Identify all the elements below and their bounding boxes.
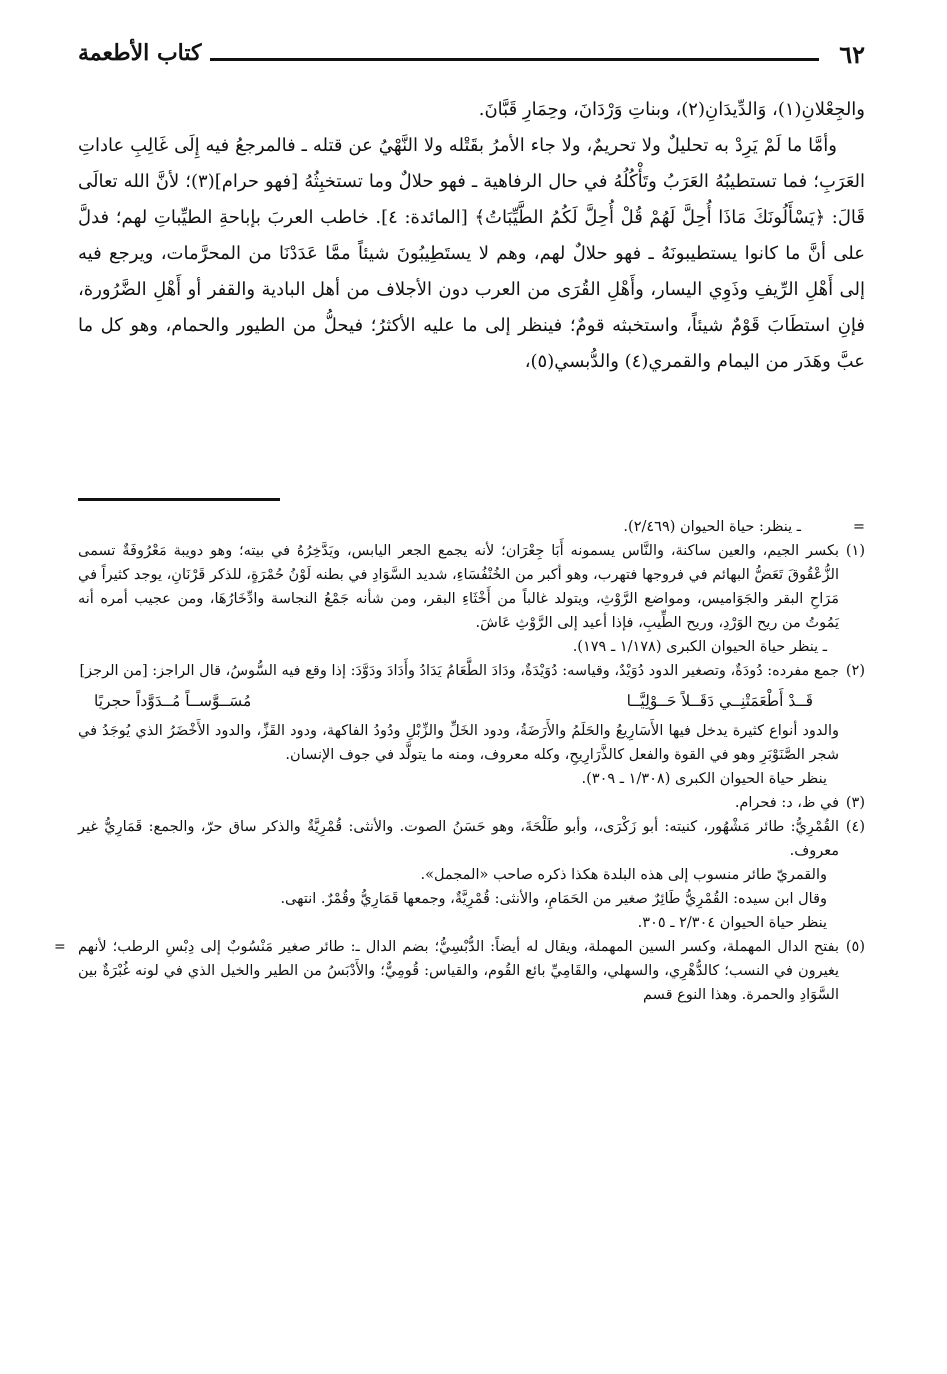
text-line: والجِعْلانِ(١)، وَالدِّيدَانِ(٢)، وبناتِ وَرْدَانَ، وحِمَارِ قَبَّانَ. xyxy=(478,99,865,120)
poem-verse xyxy=(78,689,865,713)
footnote-2 xyxy=(78,659,865,683)
footnote-text: بفتح الدال المهملة، وكسر السين المهملة، ويقال له أيضاً: الدُّبْسِيُّ؛ بضم الدال ـ: طائر صغير مَنْسُوبٌ إلى دِبْسِ الرطب؛ لأنهم يغيرون في النسب؛ كالدُّهْرِي، والسهلي، والقَامِيِّ بائع القُوم، والقياس: قُومِيٌّ؛ والأَدْبَسُ من الطير والخيل الذي في لونه غُبْرَةٌ بين السَّوَادِ والحمرة. وهذا النوع قسم xyxy=(78,939,839,1003)
footnote-number: (٢) xyxy=(845,663,865,679)
footnote-number: (٤) xyxy=(845,819,865,835)
header-rule xyxy=(210,58,819,61)
continuation-mark: = xyxy=(852,519,865,535)
footnote-text: والدود أنواع كثيرة يدخل فيها الأَسَارِيعُ والحَلَمُ والأَرَضَةُ، ودود الخَلِّ والزِّبْلِ ودُودُ الفاكهة، ودود القَزِّ، والدود الأَخْضَرُ الذي يُوجَدُ في شجر الصَّنَوْبَرِ وهو في القوة والفعل كالذَّرَارِيحِ، وكله معروف، ومنه ما يتولَّد في جوف الإنسان. xyxy=(78,723,839,763)
footnote-text: والقمريّ طائر منسوب إلى هذه البلدة هكذا ذكره صاحب «المجمل». xyxy=(420,867,827,883)
footnote-separator xyxy=(78,498,280,501)
footnote-text: وقال ابن سيده: القُمْرِيُّ طَائِرٌ صغير من الحَمَامِ، والأنثى: قُمْرِيَّةٌ، وجمعها قَمَارِيُّ وقُمْرٌ. انتهى. xyxy=(280,891,827,907)
footnote-reference: ينظر حياة الحيوان ٢/٣٠٤ ـ ٣٠٥. xyxy=(637,915,827,931)
footnote-1 xyxy=(78,539,865,635)
footnote-continuation xyxy=(78,515,865,539)
footnote-number: (٣) xyxy=(845,795,865,811)
footnote-text: في ظ، د: فحرام. xyxy=(734,795,839,811)
continuation-mark: = xyxy=(54,939,66,955)
footnote-text: ـ ينظر: حياة الحيوان (٢/٤٦٩). xyxy=(623,519,801,535)
footnotes xyxy=(54,515,865,1007)
footnote-text: بكسر الجيم، والعين ساكنة، والنَّاس يسمونه أَبَا جِعْرَان؛ لأنه يجمع الجعر اليابس، ويَدَّخِرُهُ في بيته؛ وهو دويبة مَعْرُوفَةٌ تسمى الزُّعْقُوقَ تَعَضُّ البهائم في فروجها فتهرب، وهو أكبر من الخُنْفُسَاءِ، شديد السَّوَادِ في بطنه لَوْنُ حُمْرَةٍ، للذكر قَرْنَانِ، يوجد كثيراً في مَرَاحِ البقر والجَوَاميس، ومواضع الرَّوْثِ، ويتولد غالباً من أَخْثَاءِ البقر، ومن شأنه جَمْعُ النجاسة وادِّخَارُهَا، ومن عجيب أمره أنه يَمُوتُ من ريح الوَرْدِ، وريح الطِّيبِ، فإذا أعيد إلى الرَّوْثِ عَاشَ. xyxy=(77,543,839,631)
footnote-text: القُمْرِيُّ: طائر مَشْهُور، كنيته: أبو زَكْرَى،، وأبو طَلْحَةَ، وهو حَسَنُ الصوت. والأنثى: قُمْرِيَّةٌ والذكر ساق حرّ، والجمع: قَمَارِيُّ غير معروف. xyxy=(78,819,839,859)
footnote-number: (٥) xyxy=(845,939,865,955)
footnote-reference: ـ ينظر حياة الحيوان الكبرى (١/١٧٨ ـ ١٧٩). xyxy=(572,639,827,655)
footnote-reference: ينظر حياة الحيوان الكبرى (١/٣٠٨ ـ ٣٠٩). xyxy=(581,771,827,787)
footnote-4 xyxy=(78,815,865,863)
page-header xyxy=(78,40,865,76)
main-text xyxy=(78,92,865,380)
footnote-5 xyxy=(54,935,865,1007)
book-title: كتاب الأطعمة xyxy=(78,40,202,66)
footnote-number: (١) xyxy=(845,543,865,559)
footnote-text: جمع مفرده: دُودَةٌ، وتصغير الدود دُوَيْدٌ، وقياسه: دُوَيْدَةٌ، ودَادَ الطَّعَامُ يَدَادُ وأَدَادَ ودَوَّدَ: إذا وقع فيه السُّوسُ، قال الراجز: [من الرجز] xyxy=(79,663,839,679)
main-paragraph: وأمَّا ما لَمْ يَرِدْ به تحليلٌ ولا تحريمٌ، ولا جاء الأمرُ بقَتْله ولا النَّهْيُ عن قتله ـ فالمرجعُ فيه إِلَى غَالِبِ عاداتِ العَرَبِ؛ فما تستطيبُهُ العَرَبُ وتَأْكُلُهُ في حال الرفاهية ـ فهو حلالٌ وما تستخبِثُهُ [فهو حرام](٣)؛ لأنَّ الله تعالَى قَالَ: ﴿يَسْأَلُونَكَ مَاذَا أُحِلَّ لَهُمْ قُلْ أُحِلَّ لَكُمُ الطَّيِّبَاتُ﴾ [المائدة: ٤]. خاطب العربَ بإباحةِ الطيِّباتِ لهم؛ فدلَّ على أنَّ ما كانوا يستطيبونَهُ ـ فهو حلالٌ لهم، وهم لا يستَطِيبُونَ شيئاً ممَّا عَدَدْنَا من المحرَّمات، ويرجع فيه إلى أَهْلِ الرِّيفِ وذَوِي اليسار، وأَهْلِ القُرَى من العرب دون الأجلاف من أهل البادية والقفر أو أَهْلِ الضَّرُورة، فإنِ استطَابَ قَوْمٌ شيئاً، واستخبثه قومٌ؛ فينظر إلى ما عليه الأكثرُ؛ فيحلُّ من الطيور والحمام، وهو كل ما عبَّ وهَدَر من اليمام والقمري(٤) والدُّبسي(٥)، xyxy=(78,135,866,372)
page-number: ٦٢ xyxy=(839,40,865,69)
poem-hemistich-1: قَــدْ أَطْعَمَتْنِــي دَقَــلاً حَــوْلِيَّــا xyxy=(626,692,813,710)
footnote-3 xyxy=(78,791,865,815)
poem-hemistich-2: مُسَــوَّســاً مُــدَوَّداً حجريًا xyxy=(94,692,252,710)
